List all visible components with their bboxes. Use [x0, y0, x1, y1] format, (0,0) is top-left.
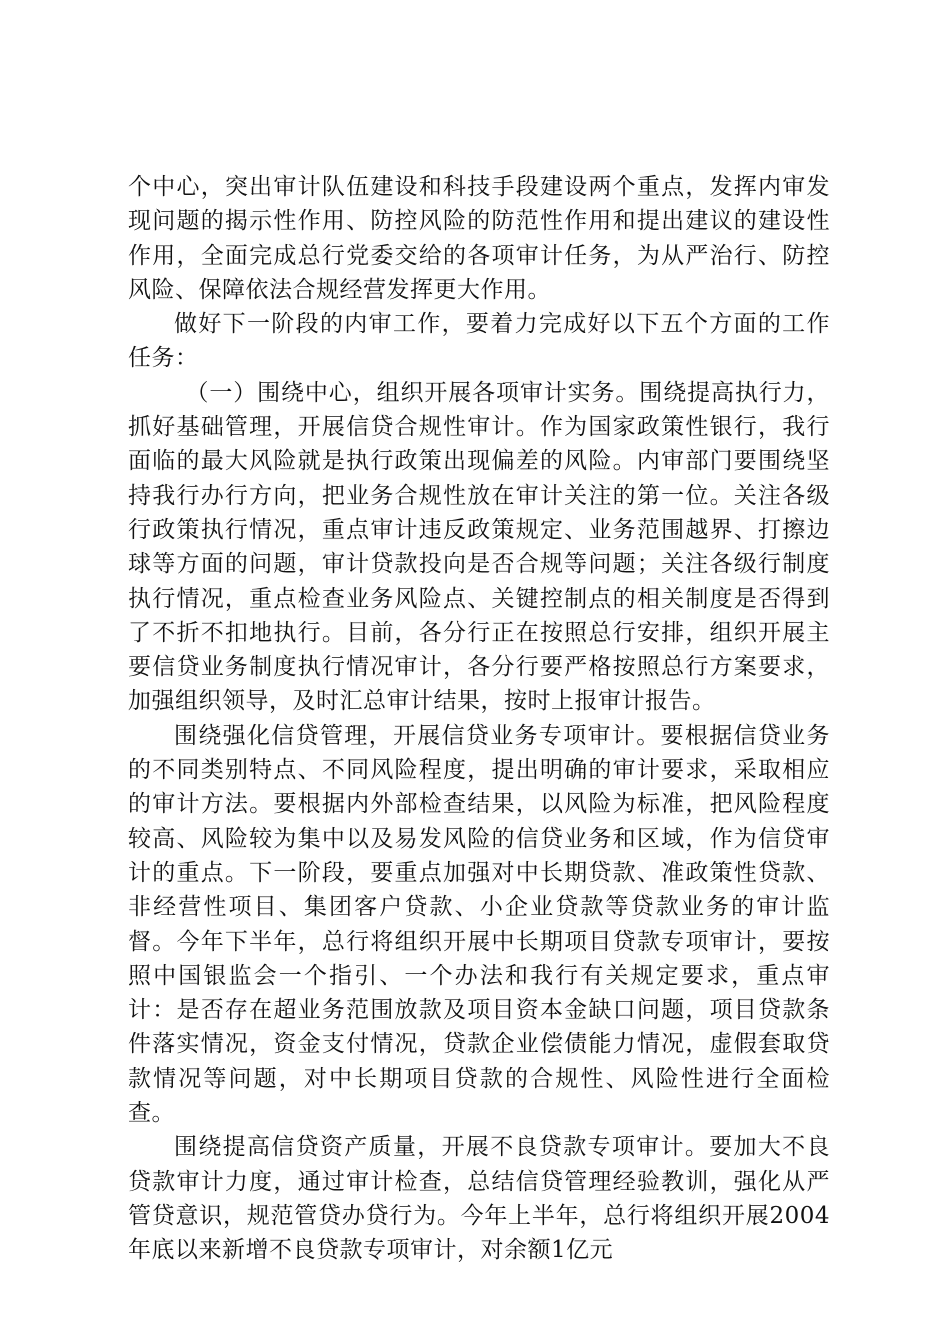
paragraph-section-one: （一）围绕中心，组织开展各项审计实务。围绕提高执行力，抓好基础管理，开展信贷合规性审计。作为国家政策性银行，我行面临的最大风险就是执行政策出现偏差的风险。内审部门要围绕坚持我行办行方向，把业务合规性放在审计关注的第一位。关注各级行政策执行情况，重点审计违反政策规定、业务范围越界、打擦边球等方面的问题，审计贷款投向是否合规等问题；关注各级行制度执行情况，重点检查业务风险点、关键控制点的相关制度是否得到了不折不扣地执行。目前，各分行正在按照总行安排，组织开展主要信贷业务制度执行情况审计，各分行要严格按照总行方案要求，加强组织领导，及时汇总审计结果，按时上报审计报告。	[128, 379, 830, 715]
document-body	[128, 170, 830, 1268]
paragraph-credit-audit: 围绕强化信贷管理，开展信贷业务专项审计。要根据信贷业务的不同类别特点、不同风险程度，提出明确的审计要求，采取相应的审计方法。要根据内外部检查结果，以风险为标准，把风险程度较高、风险较为集中以及易发风险的信贷业务和区域，作为信贷审计的重点。下一阶段，要重点加强对中长期贷款、准政策性贷款、非经营性项目、集团客户贷款、小企业贷款等贷款业务的审计监督。今年下半年，总行将组织开展中长期项目贷款专项审计，要按照中国银监会一个指引、一个办法和我行有关规定要求，重点审计：是否存在超业务范围放款及项目资本金缺口问题，项目贷款条件落实情况，资金支付情况，贷款企业偿债能力情况，虚假套取贷款情况等问题，对中长期项目贷款的合规性、风险性进行全面检查。	[128, 722, 830, 1127]
paragraph-intro: 做好下一阶段的内审工作，要着力完成好以下五个方面的工作任务：	[128, 311, 830, 372]
paragraph-continuation: 个中心，突出审计队伍建设和科技手段建设两个重点，发挥内审发现问题的揭示性作用、防控风险的防范性作用和提出建议的建设性作用，全面完成总行党委交给的各项审计任务，为从严治行、防控风险、保障依法合规经营发挥更大作用。	[128, 174, 830, 303]
paragraph-nonperforming-audit: 围绕提高信贷资产质量，开展不良贷款专项审计。要加大不良贷款审计力度，通过审计检查，总结信贷管理经验教训，强化从严管贷意识，规范管贷办贷行为。今年上半年，总行将组织开展2004年底以来新增不良贷款专项审计，对余额1亿元	[128, 1134, 830, 1264]
